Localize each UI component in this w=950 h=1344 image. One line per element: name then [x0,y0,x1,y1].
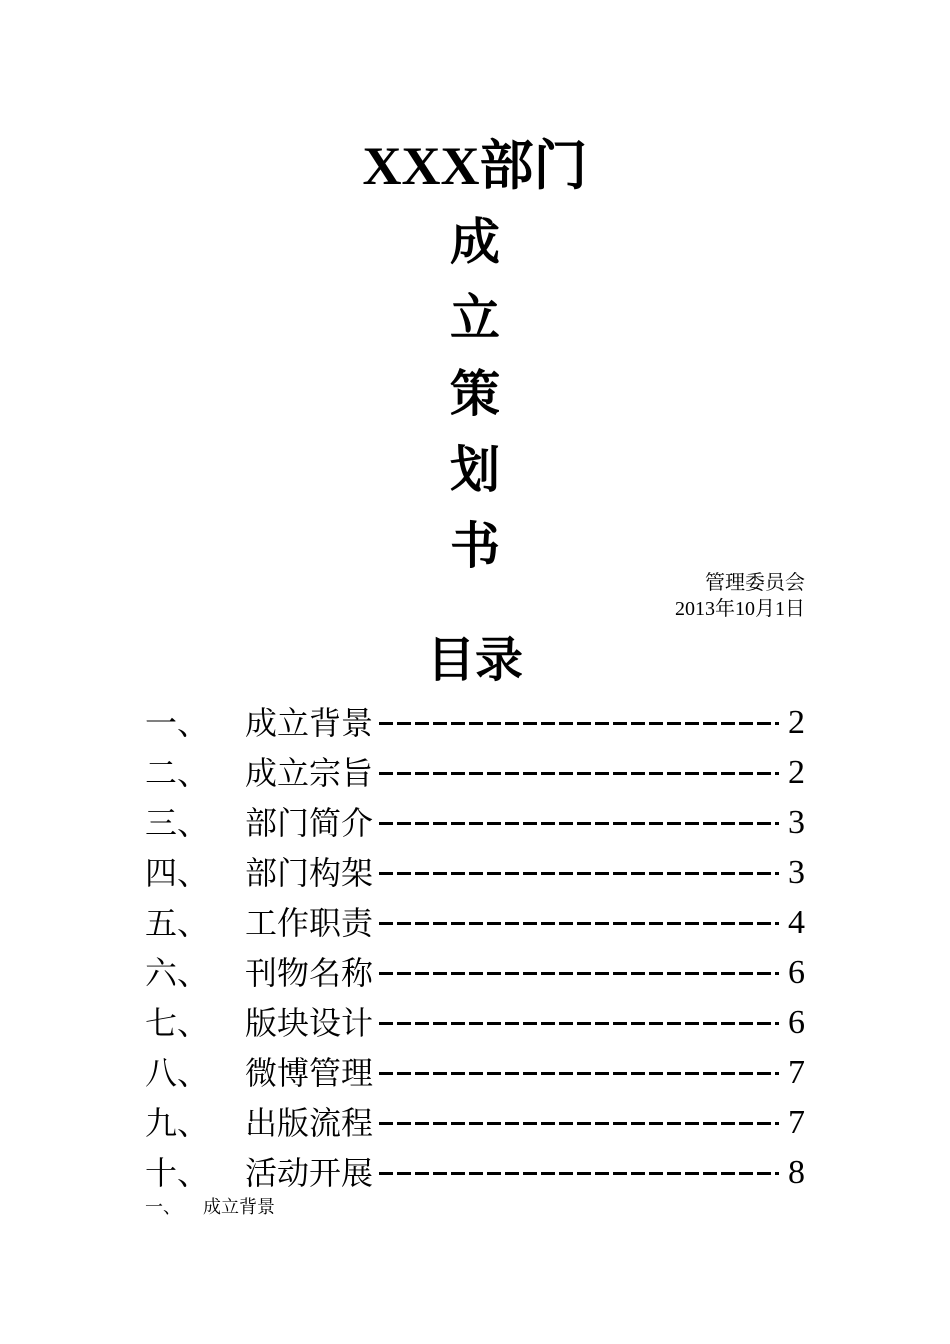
toc-entry-title: 成立背景 [245,704,374,742]
title-char-4: 划 [450,441,500,499]
toc-leader [379,772,779,775]
toc-entry-title: 成立宗旨 [245,754,374,792]
toc-entry-title: 版块设计 [245,1004,374,1042]
toc-entry-page: 4 [788,904,805,941]
toc-entry-page: 2 [788,704,805,741]
toc-entry-number: 六、 [145,954,210,992]
title-line-department: XXX部门 [362,136,588,196]
title-char-2: 立 [450,289,500,347]
title-char-5: 书 [450,517,500,575]
section-heading [145,1195,275,1221]
toc-leader [379,1072,779,1075]
toc-entry-title: 部门构架 [245,854,374,892]
toc-entry[interactable] [145,798,805,848]
table-of-contents [145,698,805,1198]
toc-leader [379,1172,779,1175]
toc-entry[interactable] [145,748,805,798]
toc-leader [379,922,779,925]
toc-entry-number: 八、 [145,1054,210,1092]
section-number: 一、 [145,1197,181,1218]
toc-entry-page: 8 [788,1154,805,1191]
toc-entry-number: 九、 [145,1104,210,1142]
title-char-3: 策 [450,365,500,423]
toc-entry-page: 7 [788,1054,805,1091]
toc-entry-number: 十、 [145,1154,210,1192]
toc-entry[interactable] [145,1098,805,1148]
toc-entry-number: 七、 [145,1004,210,1042]
toc-entry-number: 一、 [145,704,210,742]
toc-leader [379,722,779,725]
toc-entry-title: 活动开展 [245,1154,374,1192]
toc-entry-title: 出版流程 [245,1104,374,1142]
toc-entry[interactable] [145,1048,805,1098]
toc-entry-number: 二、 [145,754,210,792]
toc-entry-number: 五、 [145,904,210,942]
section-title: 成立背景 [203,1197,275,1218]
toc-entry-page: 3 [788,854,805,891]
toc-leader [379,872,779,875]
toc-entry-number: 四、 [145,854,210,892]
toc-leader [379,822,779,825]
toc-entry-page: 3 [788,804,805,841]
toc-entry[interactable] [145,848,805,898]
issue-date: 2013年10月1日 [675,598,805,620]
toc-entry[interactable] [145,898,805,948]
toc-leader [379,1122,779,1125]
toc-entry-title: 部门简介 [245,804,374,842]
toc-entry[interactable] [145,698,805,748]
toc-entry[interactable] [145,998,805,1048]
toc-entry-page: 6 [788,954,805,991]
cover-title [0,128,950,584]
toc-leader [379,1022,779,1025]
toc-entry-page: 7 [788,1104,805,1141]
toc-entry-title: 工作职责 [245,904,374,942]
toc-entry-page: 2 [788,754,805,791]
toc-entry[interactable] [145,1148,805,1198]
title-char-1: 成 [450,213,500,271]
toc-entry[interactable] [145,948,805,998]
toc-leader [379,972,779,975]
toc-entry-page: 6 [788,1004,805,1041]
toc-entry-title: 微博管理 [245,1054,374,1092]
issuer-block [675,570,805,622]
toc-entry-title: 刊物名称 [245,954,374,992]
toc-heading: 目录 [426,632,523,688]
issuer-name: 管理委员会 [705,572,805,594]
toc-entry-number: 三、 [145,804,210,842]
